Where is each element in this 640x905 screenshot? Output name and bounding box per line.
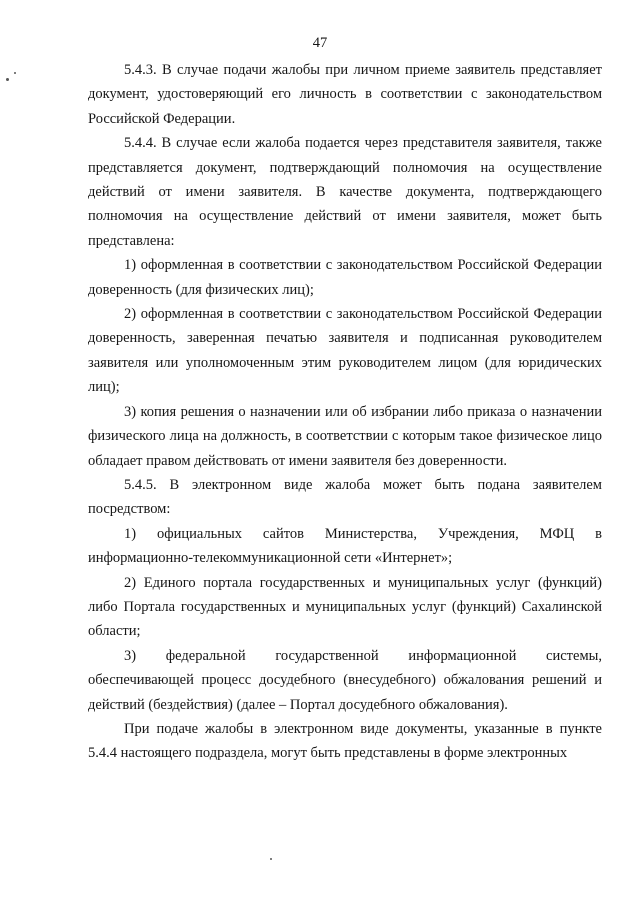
page-number: 47 [312, 35, 328, 51]
list-item-power-of-attorney-legal-entities: 2) оформленная в соответствии с законодательством Российской Федерации доверенность, заверенная печатью заявителя и подписанная руководителем заявителя или уполномоченным этим руководителем лицом (для юридических лиц); [88, 306, 602, 396]
body-text [88, 58, 602, 766]
paragraph-electronic-documents: При подаче жалобы в электронном виде документы, указанные в пункте 5.4.4 настоящего подраздела, могут быть представлены в форме электронных [88, 720, 602, 762]
scan-speck [14, 72, 16, 74]
scan-speck [6, 78, 9, 81]
scan-speck [270, 858, 272, 860]
list-item-appointment-decision-copy: 3) копия решения о назначении или об избрании либо приказа о назначении физического лица на должность, в соответствии с которым такое физическое лицо обладает правом действовать от имени заявителя без доверенности. [88, 403, 602, 469]
list-item-official-websites: 1) официальных сайтов Министерства, Учреждения, МФЦ в информационно-телекоммуникационной сети «Интернет»; [88, 525, 602, 567]
list-item-unified-portal: 2) Единого портала государственных и муниципальных услуг (функций) либо Портала государственных и муниципальных услуг (функций) Сахалинской области; [88, 574, 602, 640]
paragraph-5-4-3: 5.4.3. В случае подачи жалобы при личном приеме заявитель представляет документ, удостоверяющий его личность в соответствии с законодательством Российской Федерации. [88, 62, 602, 127]
list-item-power-of-attorney-individuals: 1) оформленная в соответствии с законодательством Российской Федерации доверенность (для физических лиц); [88, 257, 602, 298]
paragraph-5-4-4: 5.4.4. В случае если жалоба подается через представителя заявителя, также представляется документ, подтверждающий полномочия на осуществление действий от имени заявителя. В качестве документа, подтверждающего полномочия на осуществление действий от имени заявителя, может быть представлена: [88, 135, 602, 249]
list-item-pretrial-appeal-portal: 3) федеральной государственной информационной системы, обеспечивающей процесс досудебного (внесудебного) обжалования решений и действий (бездействия) (далее – Портал досудебного обжалования). [88, 647, 602, 713]
paragraph-5-4-5: 5.4.5. В электронном виде жалоба может быть подана заявителем посредством: [88, 476, 602, 518]
